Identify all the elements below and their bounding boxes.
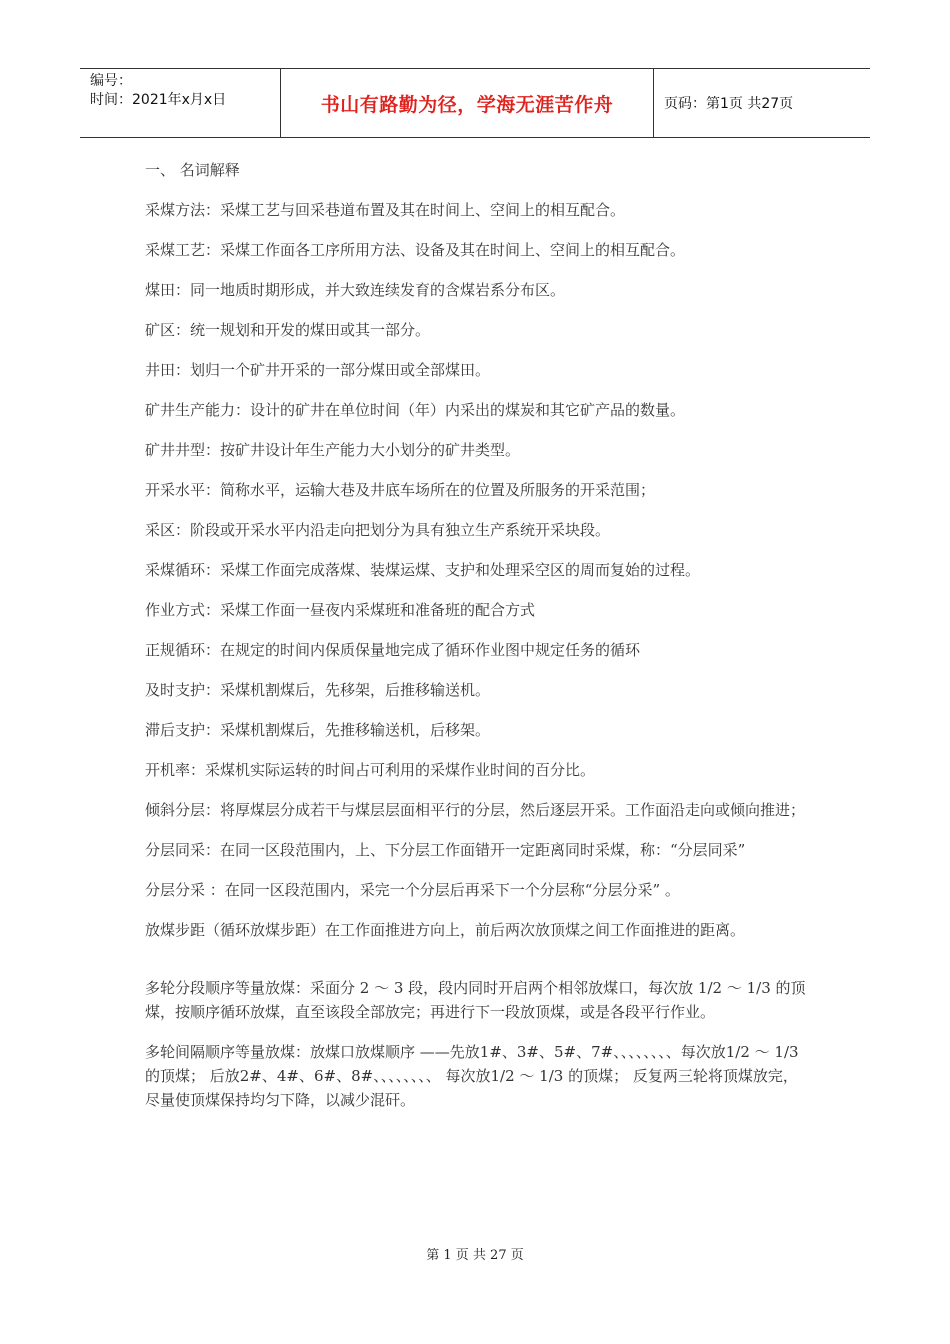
definition-item: 矿井井型：按矿井设计年生产能力大小划分的矿井类型。: [145, 441, 521, 459]
definition-item: 倾斜分层：将厚煤层分成若干与煤层层面相平行的分层，然后逐层开采。工作面沿走向或倾向推进；: [145, 801, 806, 819]
definition-item: 正规循环：在规定的时间内保质保量地完成了循环作业图中规定任务的循环: [145, 641, 641, 659]
number-label: 编号：: [90, 73, 132, 89]
definition-item: 采煤方法：采煤工艺与回采巷道布置及其在时间上、空间上的相互配合。: [145, 201, 626, 219]
header-motto: 书山有路勤为径，学海无涯苦作舟: [281, 69, 654, 137]
paragraph: 多轮分段顺序等量放煤：采面分 2 ～ 3 段，段内同时开启两个相邻放煤口，每次放 1/2 ～ 1/3 的顶煤，按顺序循环放煤，直至该段全部放完；再进行下一段放顶煤，或是各段平行作业。: [145, 979, 806, 1021]
paragraph: 多轮间隔顺序等量放煤：放煤口放煤顺序 ——先放1#、3#、5#、7#、、、、、、、、每次放1/2 ～ 1/3 的顶煤； 后放2#、4#、6#、8#、、、、、、、、 每次放1/2 ～ 1/3 的顶煤； 反复两三轮将顶煤放完，尽量使顶煤保持均匀下降，以减少混矸。: [145, 1043, 799, 1109]
document-header: [80, 68, 870, 138]
definition-item: 开机率：采煤机实际运转的时间占可利用的采煤作业时间的百分比。: [145, 761, 596, 779]
document-body: [145, 158, 810, 1112]
definition-item: 开采水平：简称水平，运输大巷及井底车场所在的位置及所服务的开采范围；: [145, 481, 656, 499]
header-meta: [80, 69, 281, 137]
definition-item: 采煤工艺：采煤工作面各工序所用方法、设备及其在时间上、空间上的相互配合。: [145, 241, 686, 259]
section-title: 一、 名词解释: [145, 161, 240, 179]
page-footer: 第 1 页 共 27 页: [426, 1248, 524, 1263]
definition-item: 采煤循环：采煤工作面完成落煤、装煤运煤、支护和处理采空区的周而复始的过程。: [145, 561, 701, 579]
definition-item: 井田：划归一个矿井开采的一部分煤田或全部煤田。: [145, 361, 491, 379]
definition-item: 煤田：同一地质时期形成，并大致连续发育的含煤岩系分布区。: [145, 281, 566, 299]
header-page-info: 页码：第1页 共27页: [664, 96, 794, 112]
definition-item: 滞后支护：采煤机割煤后，先推移输送机，后移架。: [145, 721, 491, 739]
definition-item: 作业方式：采煤工作面一昼夜内采煤班和准备班的配合方式: [145, 601, 536, 619]
time-label: 时间：2021年x月x日: [90, 92, 227, 108]
definition-item: 分层同采：在同一区段范围内，上、下分层工作面错开一定距离同时采煤，称：“分层同采”: [145, 841, 746, 859]
definition-item: 采区：阶段或开采水平内沿走向把划分为具有独立生产系统开采块段。: [145, 521, 611, 539]
definition-item: 矿区：统一规划和开发的煤田或其一部分。: [145, 321, 431, 339]
definition-item: 及时支护：采煤机割煤后，先移架，后推移输送机。: [145, 681, 491, 699]
definition-item: 放煤步距（循环放煤步距）在工作面推进方向上，前后两次放顶煤之间工作面推进的距离。: [145, 921, 746, 939]
definition-item: 矿井生产能力：设计的矿井在单位时间（年）内采出的煤炭和其它矿产品的数量。: [145, 401, 686, 419]
definition-item: 分层分采 ：在同一区段范围内，采完一个分层后再采下一个分层称“分层分采” 。: [145, 881, 680, 899]
